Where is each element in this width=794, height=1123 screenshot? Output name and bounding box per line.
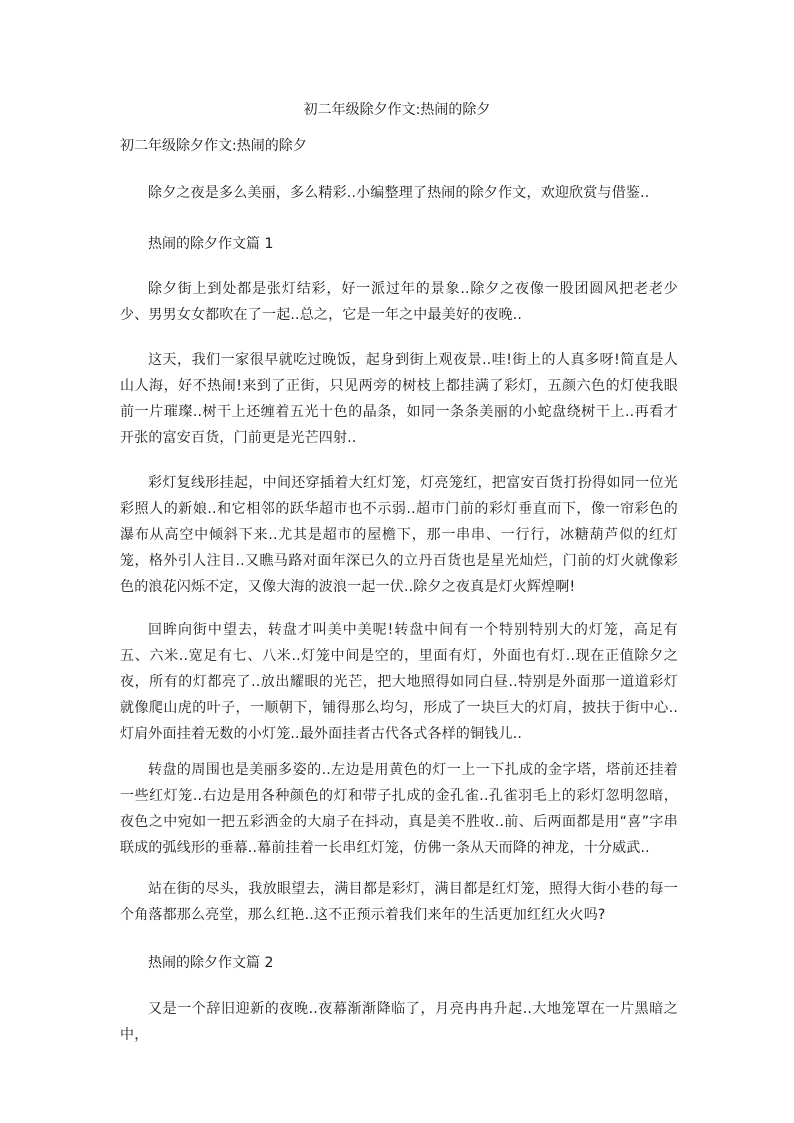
document-title: 初二年级除夕作文:热闹的除夕 xyxy=(303,102,491,118)
section-heading-1: 热闹的除夕作文篇 1 xyxy=(148,236,274,252)
paragraph: 站在街的尽头，我放眼望去，满目都是彩灯，满目都是红灯笼，照得大街小巷的每一个角落都那么亮堂，那么红艳..这不正预示着我们来年的生活更加红红火火吗? xyxy=(120,881,678,923)
paragraph: 除夕街上到处都是张灯结彩，好一派过年的景象..除夕之夜像一股团圆风把老老少少、男男女女都吹在了一起..总之，它是一年之中最美好的夜晚.. xyxy=(120,281,678,323)
paragraph: 又是一个辞旧迎新的夜晚..夜幕渐渐降临了，月亮冉冉升起..大地笼罩在一片黑暗之中， xyxy=(120,1001,678,1043)
document-subtitle: 初二年级除夕作文:热闹的除夕 xyxy=(120,138,307,154)
intro-paragraph: 除夕之夜是多么美丽，多么精彩..小编整理了热闹的除夕作文，欢迎欣赏与借鉴.. xyxy=(148,185,650,201)
section-heading-2: 热闹的除夕作文篇 2 xyxy=(148,955,274,971)
paragraph: 转盘的周围也是美丽多姿的..左边是用黄色的灯一上一下扎成的金字塔，塔前还挂着一些红灯笼..右边是用各种颜色的灯和带子扎成的金孔雀..孔雀羽毛上的彩灯忽明忽暗，夜色之中宛如一把五彩洒金的大扇子在抖动，真是美不胜收..前、后两面都是用“喜”字串联成的弧线形的垂幕..幕前挂着一长串红灯笼，仿佛一条从天而降的神龙，十分威武.. xyxy=(120,762,678,856)
paragraph: 回眸向街中望去，转盘才叫美中美呢!转盘中间有一个特别特别大的灯笼，高足有五、六米..宽足有七、八米..灯笼中间是空的，里面有灯，外面也有灯..现在正值除夕之夜，所有的灯都亮了..放出耀眼的光芒，把大地照得如同白昼..特别是外面那一道道彩灯就像爬山虎的叶子，一顺朝下，铺得那么均匀，形成了一块巨大的灯肩，披扶于街中心..灯肩外面挂着无数的小灯笼..最外面挂者古代各式各样的铜钱儿.. xyxy=(120,622,678,742)
paragraph: 彩灯复线形挂起，中间还穿插着大红灯笼，灯亮笼红，把富安百货打扮得如同一位光彩照人的新娘..和它相邻的跃华超市也不示弱..超市门前的彩灯垂直而下，像一帘彩色的瀑布从高空中倾斜下来..尤其是超市的屋檐下，那一串串、一行行，冰糖葫芦似的红灯笼，格外引人注目..又瞧马路对面年深已久的立丹百货也是星光灿烂，门前的灯火就像彩色的浪花闪烁不定，又像大海的波浪一起一伏..除夕之夜真是灯火辉煌啊! xyxy=(120,475,678,595)
paragraph: 这天，我们一家很早就吃过晚饭，起身到街上观夜景..哇!街上的人真多呀!简直是人山人海，好不热闹!来到了正街，只见两旁的树枝上都挂满了彩灯，五颜六色的灯使我眼前一片璀璨..树干上还缠着五光十色的晶条，如同一条条美丽的小蛇盘绕树干上..再看才开张的富安百货，门前更是光芒四射.. xyxy=(120,352,678,446)
